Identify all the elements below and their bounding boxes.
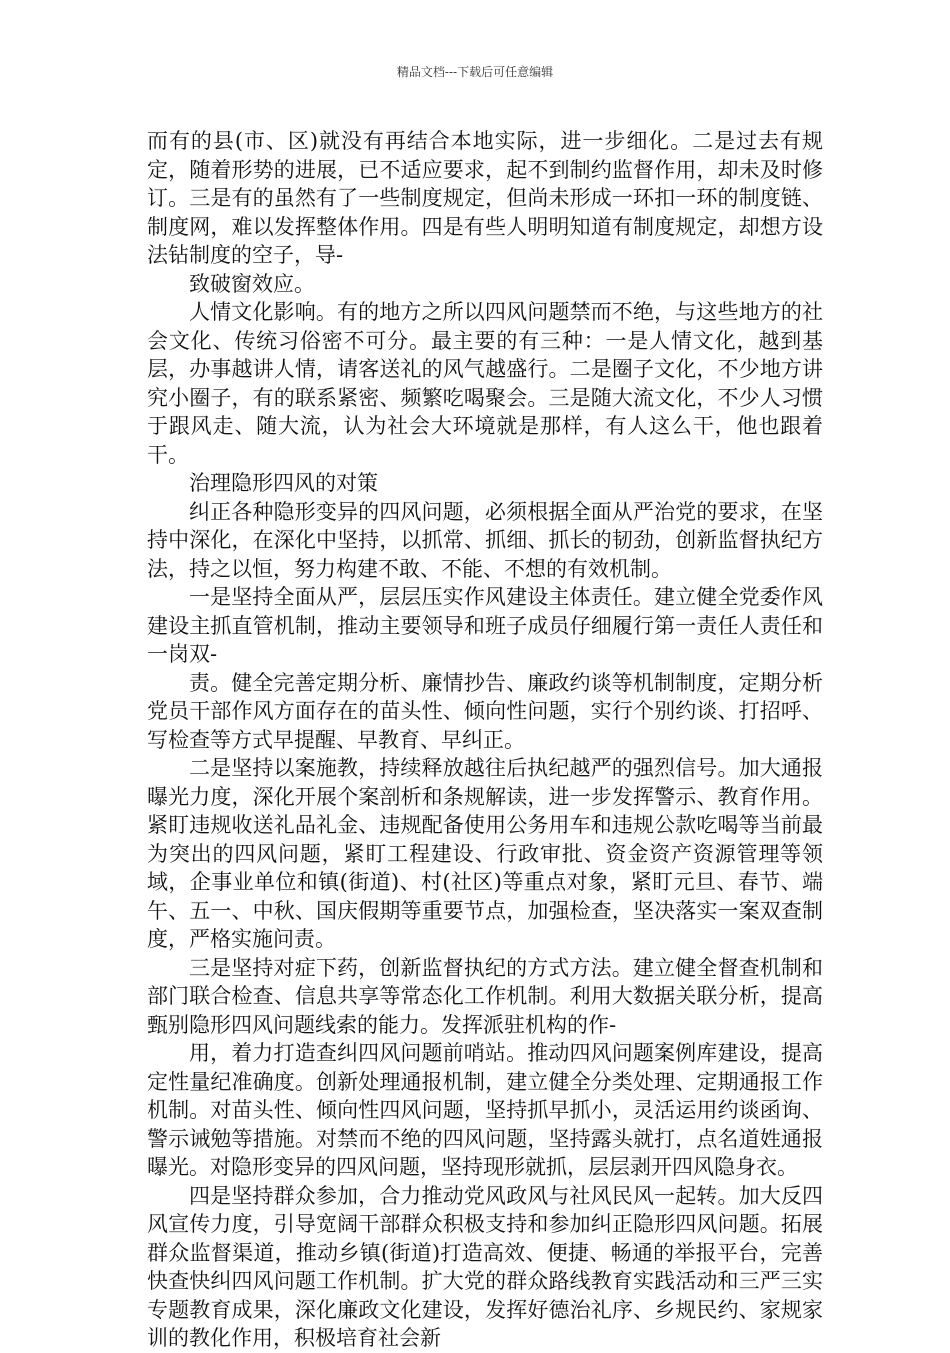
paragraph-3: 人情文化影响。有的地方之所以四风问题禁而不绝，与这些地方的社会文化、传统习俗密不可分。最主要的有三种：一是人情文化，越到基层，办事越讲人情，请客送礼的风气越盛行。二是圈子文化，不少地方讲究小圈子，有的联系紧密、频繁吃喝聚会。三是随大流文化，不少人习惯于跟风走、随大流，认为社会大环境就是那样，有人这么干，他也跟着干。 [147,300,823,467]
paragraph-7: 责。健全完善定期分析、廉情抄告、廉政约谈等机制制度，定期分析党员干部作风方面存在的苗头性、倾向性问题，实行个别约谈、打招呼、写检查等方式早提醒、早教育、早纠正。 [147,670,823,752]
paragraph-2: 致破窗效应。 [189,271,315,296]
paragraph-10: 用，着力打造查纠四风问题前哨站。推动四风问题案例库建设，提高定性量纪准确度。创新处理通报机制，建立健全分类处理、定期通报工作机制。对苗头性、倾向性四风问题，坚持抓早抓小，灵活运用约谈函询、警示诫勉等措施。对禁而不绝的四风问题，坚持露头就打，点名道姓通报曝光。对隐形变异的四风问题，坚持现形就抓，层层剥开四风隐身衣。 [147,1041,823,1179]
page-header: 精品文档---下载后可任意编辑 [396,65,554,79]
document-body [147,127,823,1353]
paragraph-9: 三是坚持对症下药，创新监督执纪的方式方法。建立健全督查机制和部门联合检查、信息共享等常态化工作机制。利用大数据关联分析，提高甄别隐形四风问题线索的能力。发挥派驻机构的作- [147,955,823,1037]
paragraph-11: 四是坚持群众参加，合力推动党风政风与社风民风一起转。加大反四风宣传力度，引导宽阔干部群众积极支持和参加纠正隐形四风问题。拓展群众监督渠道，推动乡镇(街道)打造高效、便捷、畅通的举报平台，完善快查快纠四风问题工作机制。扩大党的群众路线教育实践活动和三严三实专题教育成果，深化廉政文化建设，发挥好德治礼序、乡规民约、家规家训的教化作用，积极培育社会新 [147,1183,823,1350]
section-heading: 治理隐形四风的对策 [189,471,378,495]
paragraph-1: 而有的县(市、区)就没有再结合本地实际，进一步细化。二是过去有规定，随着形势的进展，已不适应要求，起不到制约监督作用，却未及时修订。三是有的虽然有了一些制度规定，但尚未形成一环扣一环的制度链、制度网，难以发挥整体作用。四是有些人明明知道有制度规定，却想方设法钻制度的空子，导- [147,129,823,267]
paragraph-6: 一是坚持全面从严，层层压实作风建设主体责任。建立健全党委作风建设主抓直管机制，推动主要领导和班子成员仔细履行第一责任人责任和一岗双- [147,585,823,666]
paragraph-8: 二是坚持以案施教，持续释放越往后执纪越严的强烈信号。加大通报曝光力度，深化开展个案剖析和条规解读，进一步发挥警示、教育作用。紧盯违规收送礼品礼金、违规配备使用公务用车和违规公款吃喝等当前最为突出的四风问题，紧盯工程建设、行政审批、资金资产资源管理等领域，企事业单位和镇(街道)、村(社区)等重点对象，紧盯元旦、春节、端午、五一、中秋、国庆假期等重要节点，加强检查，坚决落实一案双查制度，严格实施问责。 [147,756,823,951]
paragraph-5: 纠正各种隐形变异的四风问题，必须根据全面从严治党的要求，在坚持中深化，在深化中坚持，以抓常、抓细、抓长的韧劲，创新监督执纪方法，持之以恒，努力构建不敢、不能、不想的有效机制。 [147,499,823,581]
